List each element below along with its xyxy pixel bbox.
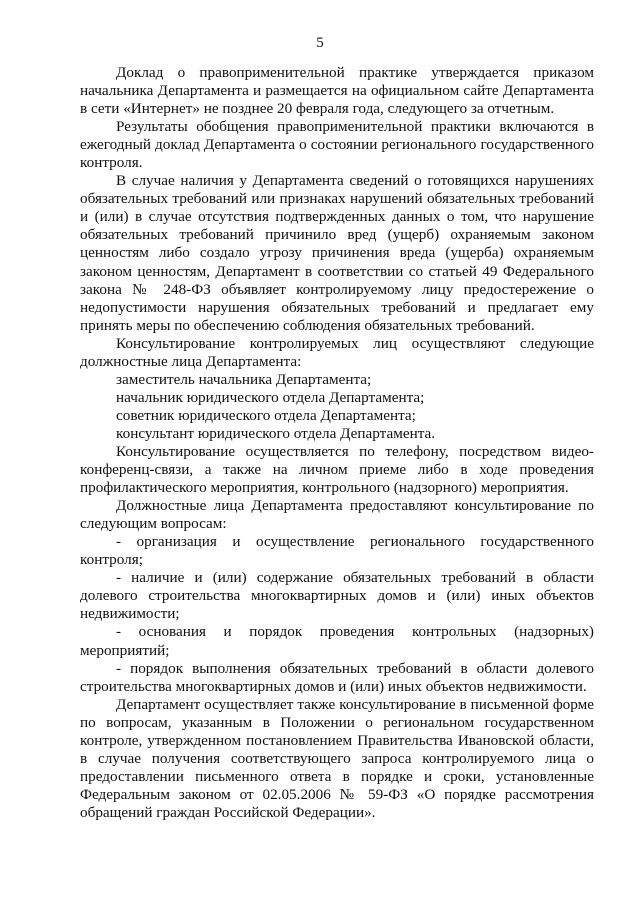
page-number: 5 (316, 35, 324, 51)
paragraph-report-approval: Доклад о правоприменительной практике утверждается приказом начальника Департамента и размещается на официальном сайте Департамента в сети «Интернет» не позднее 20 февраля года, следующего за отчетным. (80, 64, 594, 118)
list-item-topic-grounds: - основания и порядок проведения контрольных (надзорных) мероприятий; (80, 623, 594, 659)
paragraph-consulting-methods: Консультирование осуществляется по телефону, посредством видео-конференц-связи, а также на личном приеме либо в ходе проведения профилактического мероприятия, контрольного (надзорного) мероприятия. (80, 442, 594, 497)
list-item-consultant-legal: консультант юридического отдела Департамента. (116, 424, 436, 442)
paragraph-warning: В случае наличия у Департамента сведений о готовящихся нарушениях обязательных требований или признаках нарушений обязательных требований и (или) в случае отсутствия подтвержденных данных о том, что нарушение обязательных требований причинило вред (ущерб) охраняемым законом ценностям либо создало угрозу причинения вреда (ущерба) охраняемым законом ценностям, Департамент в соответствии со статьей 49 Федерального закона № 248-ФЗ объявляет контролируемому лицу предостережение о недопустимости нарушения обязательных требований и предлагает ему принять меры по обеспечению соблюдения обязательных требований. (80, 172, 594, 334)
list-item-topic-organization: - организация и осуществление регионального государственного контроля; (80, 533, 594, 569)
paragraph-report-results: Результаты обобщения правоприменительной практики включаются в ежегодный доклад Департамента о состоянии регионального государственного контроля. (80, 118, 594, 172)
list-item-deputy-head: заместитель начальника Департамента; (116, 370, 372, 388)
paragraph-consulting-officials: Консультирование контролируемых лиц осуществляют следующие должностные лица Департамента: (80, 334, 594, 370)
list-item-topic-compliance: - порядок выполнения обязательных требований в области долевого строительства многоквартирных домов и (или) иных объектов недвижимости. (80, 659, 594, 695)
list-item-advisor-legal: советник юридического отдела Департамента; (116, 406, 416, 424)
paragraph-consulting-topics: Должностные лица Департамента предоставляют консультирование по следующим вопросам: (80, 497, 594, 533)
paragraph-written-consulting: Департамент осуществляет также консультирование в письменной форме по вопросам, указанным в Положении о региональном государственном контроле, утвержденном постановлением Правительства Ивановской области, в случае получения соответствующего запроса контролируемого лица о предоставлении письменного ответа в порядке и сроки, установленные Федеральным законом от 02.05.2006 № 59-ФЗ «О порядке рассмотрения обращений граждан Российской Федерации». (80, 695, 594, 821)
list-item-topic-requirements: - наличие и (или) содержание обязательных требований в области долевого строительства многоквартирных домов и (или) иных объектов недвижимости; (80, 569, 594, 623)
document-body (80, 64, 594, 822)
list-item-head-legal: начальник юридического отдела Департамента; (116, 388, 425, 406)
